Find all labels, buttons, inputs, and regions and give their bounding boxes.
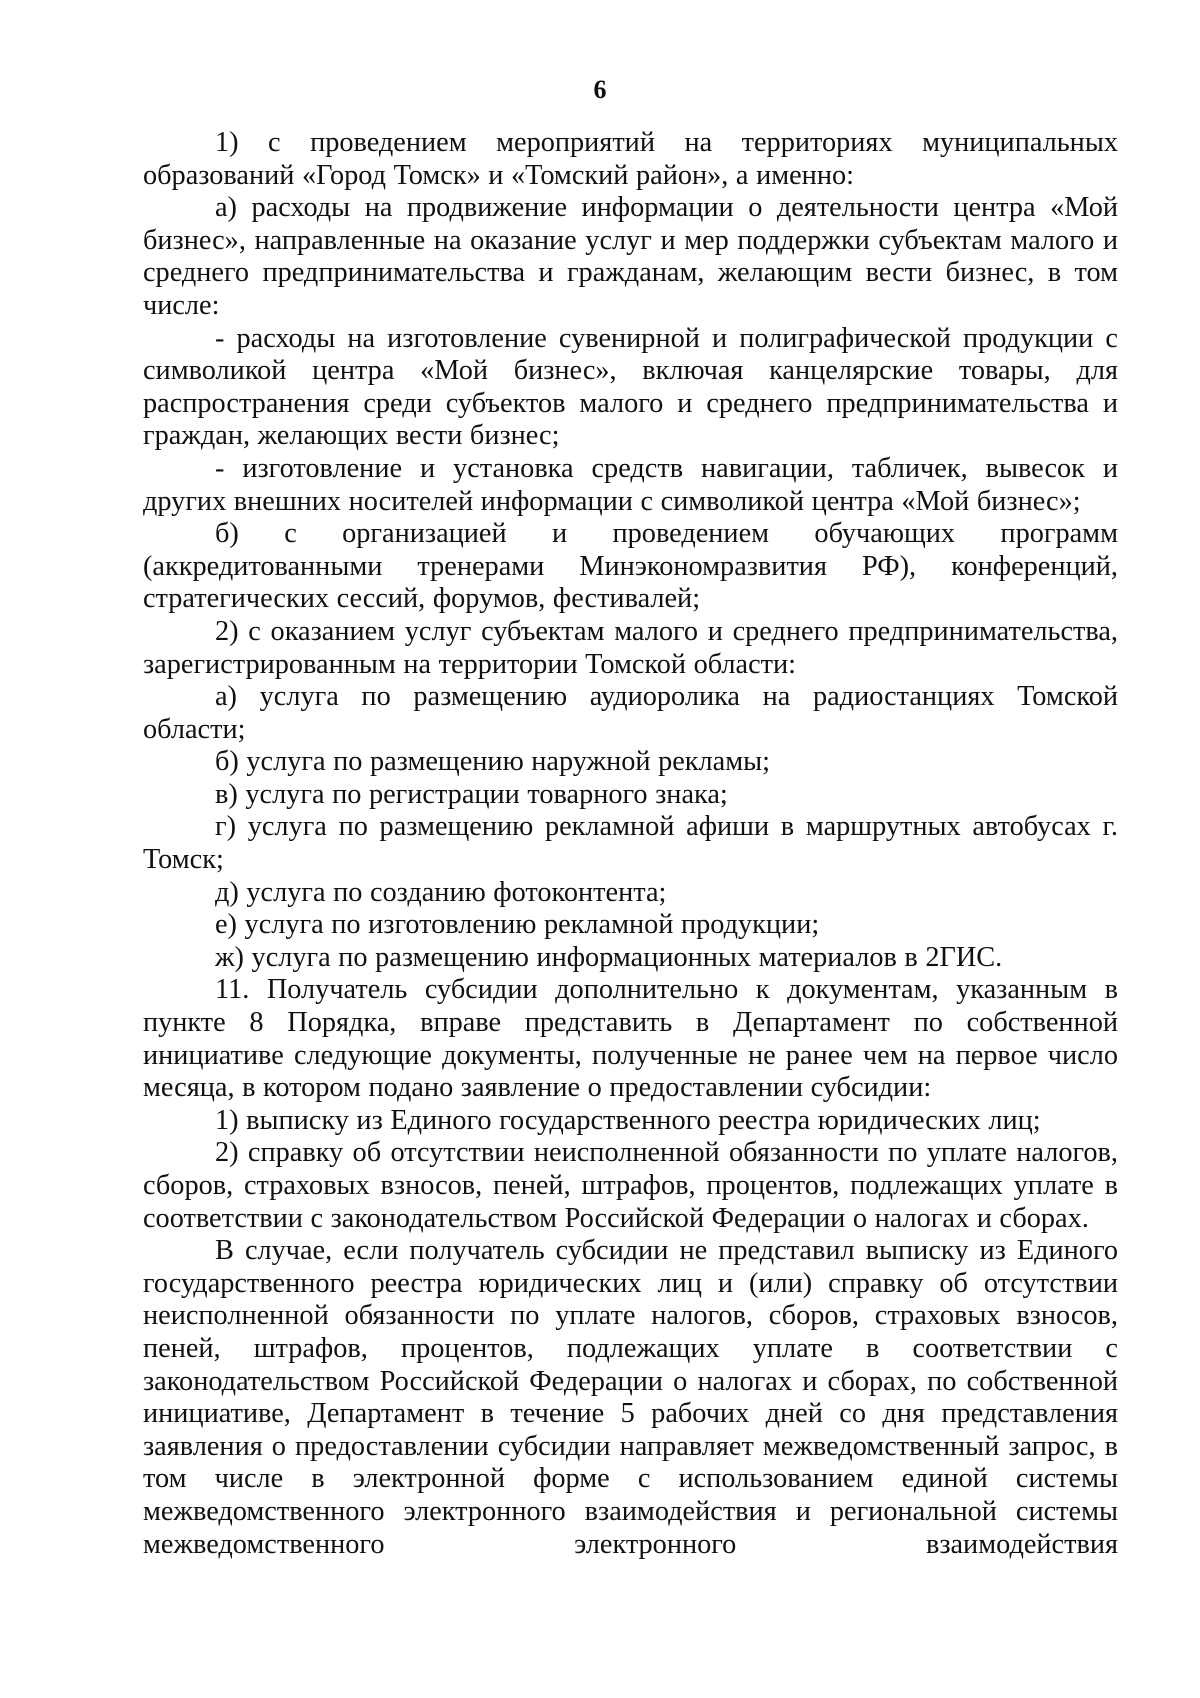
paragraph-item-b-training: б) с организацией и проведением обучающих программ (аккредитованными тренерами Минэкономразвития РФ), конференций, стратегических сессий, форумов, фестивалей; [143, 518, 1118, 615]
paragraph-souvenir-products: - расходы на изготовление сувенирной и полиграфической продукции с символикой центра «Мой бизнес», включая канцелярские товары, для распространения среди субъектов малого и среднего предпринимательства и граждан, желающих вести бизнес; [143, 322, 1118, 452]
paragraph-service-ad-products: е) услуга по изготовлению рекламной продукции; [215, 909, 820, 941]
paragraph-service-bus-posters: г) услуга по размещению рекламной афиши в маршрутных автобусах г. Томск; [143, 811, 1118, 876]
paragraph-item-2: 2) с оказанием услуг субъектам малого и среднего предпринимательства, зарегистрированным на территории Томской области: [143, 615, 1118, 680]
paragraph-service-trademark: в) услуга по регистрации товарного знака; [215, 778, 728, 810]
paragraph-clause-11: 11. Получатель субсидии дополнительно к документам, указанным в пункте 8 Порядка, вправе представить в Департамент по собственной инициативе следующие документы, полученные не ранее чем на первое число месяца, в котором подано заявление о предоставлении субсидии: [143, 974, 1118, 1104]
paragraph-registry-extract: 1) выписку из Единого государственного реестра юридических лиц; [215, 1104, 1041, 1136]
paragraph-item-a-promotion: а) расходы на продвижение информации о деятельности центра «Мой бизнес», направленные на оказание услуг и мер поддержки субъектам малого и среднего предпринимательства и гражданам, желающим вести бизнес, в том числе: [143, 192, 1118, 321]
paragraph-service-2gis: ж) услуга по размещению информационных материалов в 2ГИС. [215, 941, 1003, 973]
document-body [143, 127, 1118, 1561]
paragraph-item-1: 1) с проведением мероприятий на территориях муниципальных образований «Город Томск» и «Томский район», а именно: [143, 127, 1118, 191]
paragraph-interagency-request: В случае, если получатель субсидии не представил выписку из Единого государственного реестра юридических лиц и (или) справку об отсутствии неисполненной обязанности по уплате налогов, сборов, страховых взносов, пеней, штрафов, процентов, подлежащих уплате в соответствии с законодательством Российской Федерации о налогах и сборах, по собственной инициативе, Департамент в течение 5 рабочих дней со дня представления заявления о предоставлении субсидии направляет межведомственный запрос, в том числе в электронной форме с использованием единой системы межведомственного электронного взаимодействия и региональной системы межведомственного электронного взаимодействия [143, 1235, 1118, 1560]
paragraph-service-photo: д) услуга по созданию фотоконтента; [215, 876, 667, 908]
paragraph-service-outdoor-ads: б) услуга по размещению наружной рекламы; [215, 746, 771, 778]
paragraph-tax-certificate: 2) справку об отсутствии неисполненной обязанности по уплате налогов, сборов, страховых взносов, пеней, штрафов, процентов, подлежащих уплате в соответствии с законодательством Российской Федерации о налогах и сборах. [143, 1137, 1118, 1234]
paragraph-navigation-signs: - изготовление и установка средств навигации, табличек, вывесок и других внешних носителей информации с символикой центра «Мой бизнес»; [143, 452, 1118, 517]
paragraph-service-radio: а) услуга по размещению аудиоролика на радиостанциях Томской области; [143, 681, 1118, 745]
page-number: 6 [593, 75, 607, 104]
